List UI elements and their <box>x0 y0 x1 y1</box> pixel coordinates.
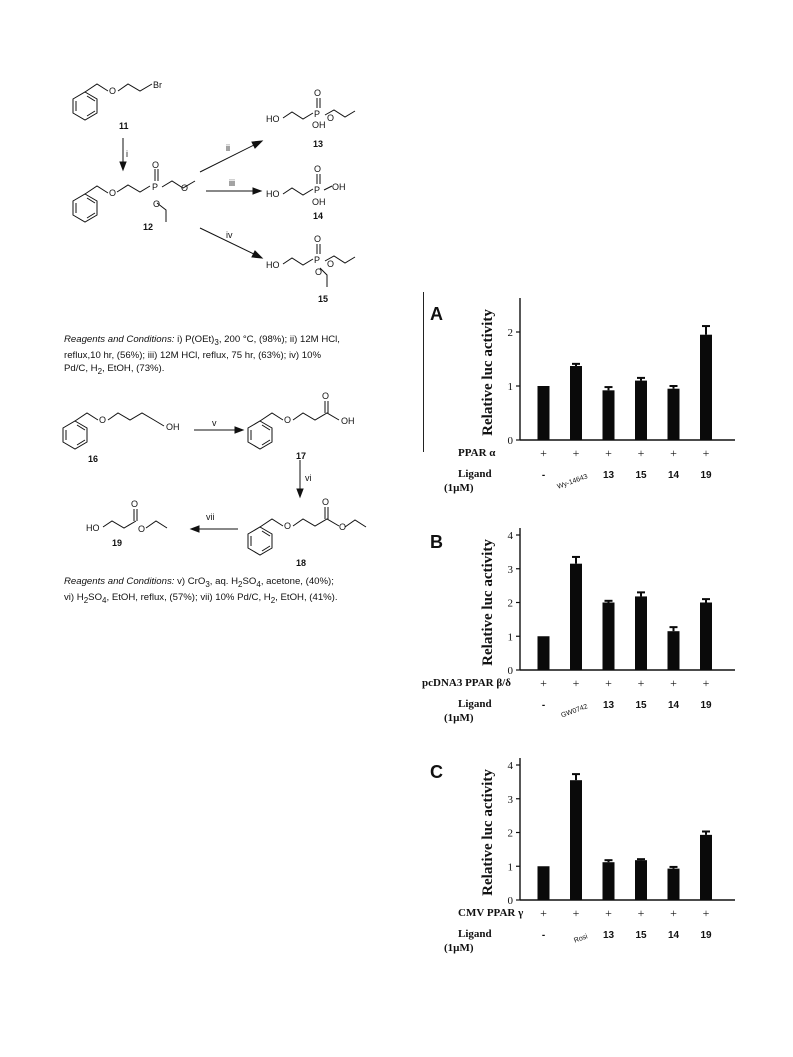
bar <box>668 869 680 900</box>
atom-o: O <box>99 415 107 425</box>
atom-p: P <box>314 185 321 195</box>
step-label-iii: iii <box>229 178 235 188</box>
atom-br: Br <box>153 80 162 90</box>
receptor-sign: + <box>637 906 645 920</box>
atom-o: O <box>322 391 330 401</box>
bar <box>538 636 550 670</box>
ligand-category-label: 19 <box>700 700 712 711</box>
scheme1-conditions: Reagents and Conditions: i) $P(OEt)_3$, 200 °C, (98%); ii) 12M HCl, reflux,10 hr, (56%); iii) 12M HCl, reflux, 75 hr, (63%); iv) 10% Pd/C, $H_2$, EtOH, (73%). <box>64 334 340 376</box>
bar <box>603 603 615 671</box>
receptor-sign: + <box>572 906 580 920</box>
ligand-category-label: 14 <box>667 700 680 711</box>
atom-ho: HO <box>266 189 280 199</box>
atom-o: O <box>327 259 335 269</box>
receptor-sign: + <box>637 446 645 460</box>
ligand-category-label: - <box>541 470 546 481</box>
receptor-sign: + <box>540 446 547 460</box>
panel-letter: A <box>430 304 443 324</box>
compound-label-13: 13 <box>313 139 324 149</box>
receptor-sign: + <box>670 446 677 460</box>
atom-p: P <box>314 109 321 119</box>
compound-label-16: 16 <box>88 454 99 464</box>
atom-o: O <box>152 160 160 170</box>
receptor-sign: + <box>702 676 710 690</box>
step-label-vi: vi <box>305 473 312 483</box>
chart-panel-a <box>420 285 770 515</box>
y-tick-label: 0 <box>507 895 513 907</box>
chart-a-svg <box>420 285 770 515</box>
atom-oh: OH <box>332 182 346 192</box>
y-tick-label: 0 <box>507 665 513 677</box>
bar <box>570 366 582 440</box>
ligand-concentration-label: (1µM) <box>444 482 474 494</box>
atom-oh: OH <box>341 416 355 426</box>
structure-14 <box>283 174 332 195</box>
ligand-category-label: 13 <box>602 700 615 711</box>
atom-o: O <box>109 188 117 198</box>
panel-letter: B <box>430 532 443 552</box>
receptor-label: pcDNA3 PPAR β/δ <box>422 677 511 689</box>
receptor-sign: + <box>702 446 710 460</box>
receptor-sign: + <box>605 676 612 690</box>
y-tick-label: 4 <box>507 530 513 542</box>
atom-o: O <box>339 522 347 532</box>
chart-c-group <box>430 758 735 954</box>
atom-o: O <box>284 415 292 425</box>
step-label-ii: ii <box>226 143 230 153</box>
atom-o: O <box>327 113 335 123</box>
atom-oh: OH <box>166 422 180 432</box>
ligand-category-label: 19 <box>700 930 712 941</box>
y-axis-label: Relative luc activity <box>480 309 496 436</box>
compound-label-14: 14 <box>313 211 324 221</box>
receptor-sign: + <box>637 676 645 690</box>
bar <box>570 564 582 670</box>
y-tick-label: 1 <box>507 861 513 874</box>
y-tick-label: 4 <box>507 760 513 772</box>
chart-b-group <box>422 528 735 724</box>
compound-label-17: 17 <box>296 451 307 461</box>
ligand-category-label: - <box>541 700 546 711</box>
ligand-category-label: GW0742 <box>560 703 589 720</box>
receptor-sign: + <box>670 906 677 920</box>
ligand-concentration-label: (1µM) <box>444 712 474 724</box>
atom-o: O <box>314 164 322 174</box>
receptor-sign: + <box>702 906 710 920</box>
y-tick-label: 2 <box>507 827 513 840</box>
ligand-category-label: 19 <box>700 470 712 481</box>
compound-label-11: 11 <box>119 121 129 131</box>
ligand-label: Ligand <box>458 468 492 480</box>
atom-o: O <box>322 497 330 507</box>
bar <box>603 390 615 440</box>
atom-o: O <box>314 234 322 244</box>
atom-o: O <box>314 88 322 98</box>
y-tick-label: 1 <box>507 631 513 644</box>
atom-oh: OH <box>312 197 326 207</box>
atom-ho: HO <box>86 523 100 533</box>
step-label-vii: vii <box>206 512 215 522</box>
atom-p: P <box>314 255 321 265</box>
bar <box>538 386 550 440</box>
receptor-sign: + <box>572 676 580 690</box>
ligand-category-label: Wy-14643 <box>556 473 589 491</box>
ligand-category-label: - <box>541 930 546 941</box>
structure-18 <box>248 507 366 555</box>
atom-o: O <box>181 183 189 193</box>
receptor-sign: + <box>605 906 612 920</box>
ligand-category-label: Rosi <box>573 933 589 945</box>
ligand-category-label: 14 <box>667 470 680 481</box>
receptor-sign: + <box>540 676 547 690</box>
step-label-v: v <box>212 418 217 428</box>
ligand-concentration-label: (1µM) <box>444 942 474 954</box>
ligand-label: Ligand <box>458 698 492 710</box>
bar <box>700 835 712 900</box>
compound-label-15: 15 <box>318 294 329 304</box>
y-tick-label: 3 <box>507 793 513 806</box>
chart-c-svg <box>420 745 770 975</box>
y-axis-label: Relative luc activity <box>480 539 496 666</box>
conditions-lead: Reagents and Conditions: <box>64 576 175 587</box>
bar <box>603 862 615 900</box>
ligand-label: Ligand <box>458 928 492 940</box>
structure-12 <box>73 169 195 222</box>
receptor-label: PPAR α <box>458 447 496 459</box>
step-label-i: i <box>126 149 128 159</box>
atom-o: O <box>284 521 292 531</box>
panel-letter: C <box>430 762 443 782</box>
bar <box>668 389 680 440</box>
bar <box>570 780 582 900</box>
bar <box>668 631 680 670</box>
chart-a-group <box>430 298 735 494</box>
y-axis-label: Relative luc activity <box>480 769 496 896</box>
compound-label-18: 18 <box>296 558 307 568</box>
bar <box>635 860 647 900</box>
y-tick-label: 3 <box>507 563 513 576</box>
ligand-category-label: 14 <box>667 930 680 941</box>
atom-o: O <box>315 267 323 277</box>
chart-b-svg <box>420 515 770 745</box>
y-tick-label: 2 <box>507 327 513 339</box>
receptor-sign: + <box>572 446 580 460</box>
ligand-category-label: 15 <box>635 930 647 941</box>
y-tick-label: 1 <box>507 381 513 393</box>
y-tick-label: 2 <box>507 597 513 610</box>
ligand-category-label: 15 <box>635 700 647 711</box>
structure-17 <box>248 401 339 449</box>
bar <box>635 596 647 670</box>
y-tick-label: 0 <box>507 435 513 447</box>
chart-panel-c <box>420 745 770 975</box>
atom-o: O <box>131 499 139 509</box>
bar <box>700 335 712 440</box>
ligand-category-label: 13 <box>602 930 615 941</box>
ligand-category-label: 15 <box>635 470 647 481</box>
scheme2-conditions: Reagents and Conditions: v) CrO$_3$, aq. $H_2SO_4$, acetone, (40%); vi) $H_2SO_4$, EtOH, reflux, (57%); vii) 10% Pd/C, $H_2$, EtOH, (41%). <box>64 576 338 605</box>
atom-o: O <box>138 524 146 534</box>
step-label-iv: iv <box>226 230 233 240</box>
atom-ho: HO <box>266 114 280 124</box>
atom-oh: OH <box>312 120 326 130</box>
receptor-label: CMV PPAR γ <box>458 907 524 919</box>
atom-ho: HO <box>266 260 280 270</box>
receptor-sign: + <box>670 676 677 690</box>
atom-p: P <box>152 182 159 192</box>
atom-o: O <box>109 86 117 96</box>
structure-15 <box>283 244 355 287</box>
compound-label-19: 19 <box>112 538 123 548</box>
chart-panel-b <box>420 515 770 745</box>
compound-label-12: 12 <box>143 222 154 232</box>
receptor-sign: + <box>540 906 547 920</box>
bar <box>635 381 647 440</box>
receptor-sign: + <box>605 446 612 460</box>
structure-16 <box>63 413 164 449</box>
atom-o: O <box>153 199 161 209</box>
conditions-lead: Reagents and Conditions: <box>64 334 175 345</box>
bar <box>700 603 712 671</box>
bar <box>538 866 550 900</box>
ligand-category-label: 13 <box>602 470 615 481</box>
structure-19 <box>103 509 167 528</box>
